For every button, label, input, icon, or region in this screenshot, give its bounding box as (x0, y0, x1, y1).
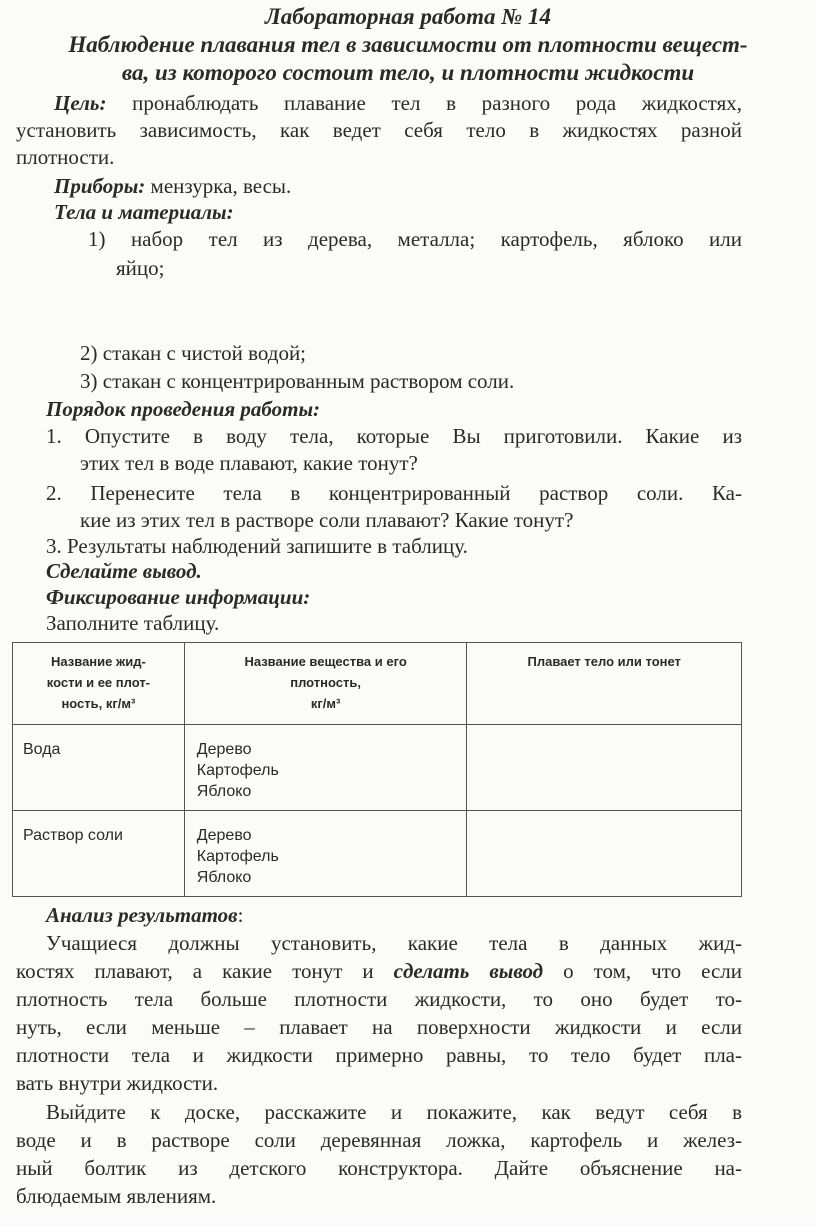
analysis-p1-line-1: Учащиеся должны установить, какие тела в данных жид- (46, 931, 742, 955)
procedure-step-1-line-2: этих тел в воде плавают, какие тонут? (80, 451, 418, 475)
results-table (12, 642, 742, 897)
page-title: Лабораторная работа № 14 (264, 4, 552, 29)
materials-item-2: 2) стакан с чистой водой; (80, 341, 307, 365)
subtitle-line-1: Наблюдение плавания тел в зависимости от плотности вещест- (68, 32, 748, 57)
page-subtitle (0, 31, 816, 87)
materials-item-1-line-1: 1) набор тел из дерева, металла; картофель, яблоко или (88, 227, 742, 251)
procedure-step-2-line-2: кие из этих тел в растворе соли плавают? Какие тонут? (80, 508, 574, 532)
analysis-p2-line-3: ный болтик из детского конструктора. Дайте объяснение на- (16, 1156, 742, 1180)
procedure-step-1-line-1: 1. Опустите в воду тела, которые Вы приготовили. Какие из (46, 424, 742, 448)
goal-line-2: установить зависимость, как ведет себя тело в жидкостях разной (16, 118, 742, 142)
cell-substances: Дерево Картофель Яблоко (184, 725, 467, 811)
header-result: Плавает тело или тонет (467, 643, 742, 725)
recording-label: Фиксирование информации: (46, 585, 311, 609)
analysis-heading: Анализ результатов: (46, 903, 244, 927)
goal-line-1: Цель: пронаблюдать плавание тел в разного рода жидкостях, (54, 91, 742, 115)
analysis-p1-line-3: плотность тела больше плотности жидкости, то оно будет то- (16, 987, 742, 1011)
goal-line-3: плотности. (16, 145, 115, 169)
procedure-label: Порядок проведения работы: (46, 397, 321, 421)
cell-liquid: Вода (13, 725, 185, 811)
analysis-p1-line-5: плотности тела и жидкости примерно равны, то тело будет пла- (16, 1043, 742, 1067)
analysis-p2-line-1: Выйдите к доске, расскажите и покажите, как ведут себя в (46, 1100, 742, 1124)
materials-item-3: 3) стакан с концентрированным раствором соли. (80, 369, 515, 393)
devices-label: Приборы: (54, 174, 146, 198)
analysis-p2-line-4: блюдаемым явлениям. (16, 1184, 217, 1208)
goal-label: Цель: (54, 91, 107, 115)
materials-label: Тела и материалы: (54, 200, 234, 224)
materials-item-1-line-2: яйцо; (116, 256, 165, 280)
devices-line: Приборы: мензурка, весы. (54, 174, 292, 198)
cell-liquid: Раствор соли (13, 811, 185, 897)
table-header-row (13, 643, 742, 725)
subtitle-line-2: ва, из которого состоит тело, и плотности жидкости (121, 60, 695, 85)
analysis-p1-line-4: нуть, если меньше – плавает на поверхности жидкости и если (16, 1015, 742, 1039)
header-liquid: Название жид- кости и ее плот- ность, кг/м³ (13, 643, 185, 725)
procedure-step-2-line-1: 2. Перенесите тела в концентрированный раствор соли. Ка- (46, 481, 742, 505)
cell-substances: Дерево Картофель Яблоко (184, 811, 467, 897)
table-row (13, 811, 742, 897)
cell-result (467, 725, 742, 811)
analysis-label: Анализ результатов (46, 903, 238, 927)
header-substance: Название вещества и его плотность, кг/м³ (184, 643, 467, 725)
recording-text: Заполните таблицу. (46, 611, 220, 635)
procedure-step-3: 3. Результаты наблюдений запишите в таблицу. (46, 534, 468, 558)
analysis-p1-line-2: костях плавают, а какие тонут и сделать вывод о том, что если (16, 959, 742, 983)
table-row (13, 725, 742, 811)
cell-result (467, 811, 742, 897)
analysis-p1-line-6: вать внутри жидкости. (16, 1071, 219, 1095)
conclusion-label: Сделайте вывод. (46, 559, 202, 583)
conclusion-emphasis: сделать вывод (393, 959, 544, 983)
analysis-p2-line-2: воде и в растворе соли деревянная ложка, картофель и желез- (16, 1128, 742, 1152)
